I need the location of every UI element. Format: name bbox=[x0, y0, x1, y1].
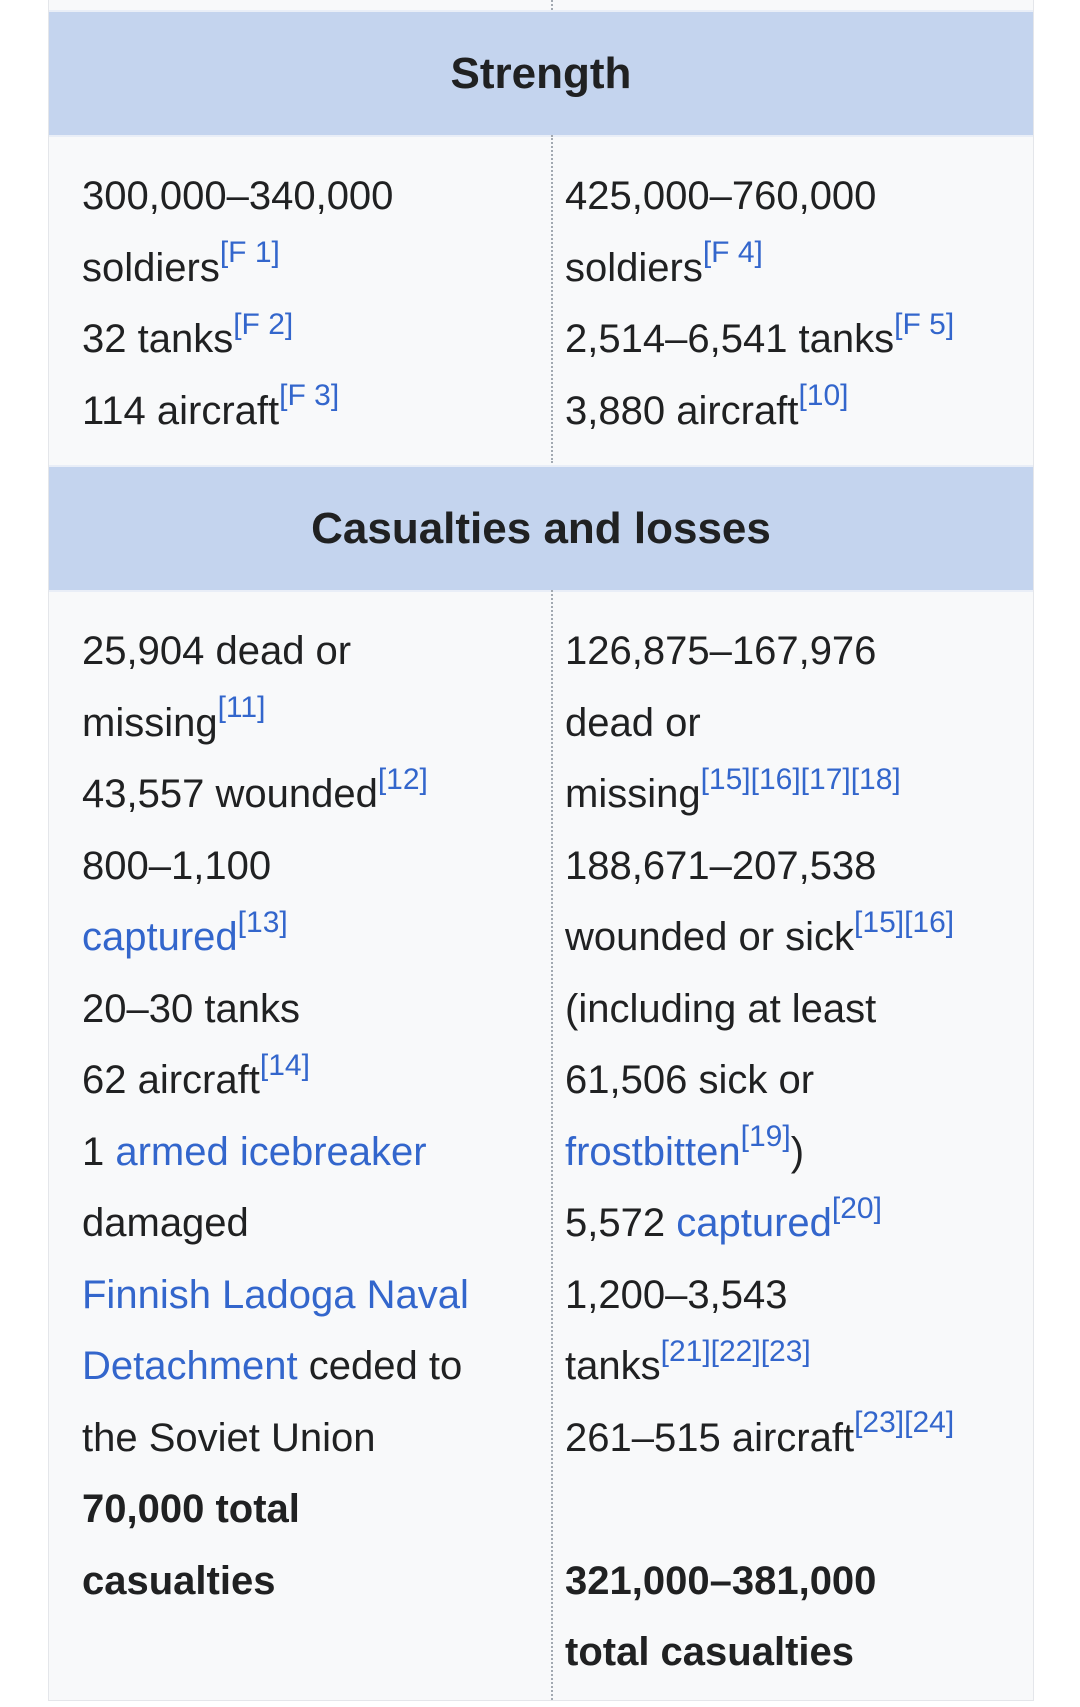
frostbitten-link[interactable]: frostbitten bbox=[565, 1129, 741, 1174]
casualty-line: 61,506 sick or bbox=[565, 1058, 815, 1102]
casualty-line: tanks[21][22][23] bbox=[565, 1334, 811, 1388]
reference-link[interactable]: [12] bbox=[377, 762, 428, 796]
casualty-line: 25,904 dead or bbox=[82, 629, 352, 673]
casualty-line: 43,557 wounded[12] bbox=[82, 762, 428, 816]
blank-line bbox=[565, 1474, 1015, 1546]
strength-right-line: 3,880 aircraft[10] bbox=[565, 379, 849, 433]
ladoga-detachment-link[interactable]: Finnish Ladoga Naval bbox=[82, 1272, 469, 1317]
casualty-line: 1 armed icebreaker bbox=[82, 1129, 427, 1174]
reference-link[interactable]: [15][16][17][18] bbox=[700, 762, 901, 796]
casualty-line: wounded or sick[15][16] bbox=[565, 905, 955, 959]
casualties-right-column bbox=[565, 616, 1015, 1689]
strength-right-line: 425,000–760,000 bbox=[565, 174, 877, 218]
column-divider bbox=[551, 0, 553, 10]
column-divider bbox=[551, 590, 553, 1700]
casualty-line: 62 aircraft[14] bbox=[82, 1048, 310, 1102]
reference-link[interactable]: [15][16] bbox=[854, 905, 955, 939]
infobox-top-strip bbox=[49, 0, 1033, 10]
casualty-line: dead or bbox=[565, 700, 701, 745]
reference-link[interactable]: [F 2] bbox=[233, 307, 294, 341]
armed-icebreaker-link[interactable]: armed icebreaker bbox=[115, 1129, 427, 1174]
casualty-line: Detachment ceded to bbox=[82, 1344, 463, 1388]
strength-left-column bbox=[82, 161, 532, 447]
column-divider bbox=[551, 135, 553, 463]
ladoga-detachment-link[interactable]: Detachment bbox=[82, 1344, 298, 1388]
reference-link[interactable]: [10] bbox=[798, 379, 849, 413]
casualty-line: 800–1,100 bbox=[82, 843, 272, 888]
casualty-line: (including at least bbox=[565, 986, 877, 1031]
total-casualties-line: 70,000 total bbox=[82, 1487, 300, 1531]
reference-link[interactable]: [14] bbox=[259, 1048, 310, 1082]
casualties-header: Casualties and losses bbox=[49, 465, 1033, 592]
reference-link[interactable]: [F 4] bbox=[702, 236, 763, 270]
reference-link[interactable]: [11] bbox=[217, 691, 266, 725]
casualty-line: missing[15][16][17][18] bbox=[565, 762, 901, 816]
reference-link[interactable]: [13] bbox=[237, 905, 288, 939]
reference-link[interactable]: [F 3] bbox=[279, 379, 340, 413]
strength-header: Strength bbox=[49, 10, 1033, 137]
infobox bbox=[48, 0, 1034, 1701]
reference-link[interactable]: [F 5] bbox=[894, 307, 955, 341]
captured-link[interactable]: captured bbox=[676, 1201, 832, 1245]
casualty-line: 126,875–167,976 bbox=[565, 629, 877, 673]
casualty-line: missing[11] bbox=[82, 691, 266, 745]
strength-left-line: soldiers[F 1] bbox=[82, 236, 280, 290]
casualty-line: the Soviet Union bbox=[82, 1415, 376, 1460]
casualty-line bbox=[82, 1260, 532, 1332]
strength-left-line: 300,000–340,000 bbox=[82, 174, 394, 218]
reference-link[interactable]: [20] bbox=[831, 1191, 882, 1225]
total-casualties-line: total casualties bbox=[565, 1630, 855, 1674]
casualties-section bbox=[49, 590, 1033, 1700]
strength-section bbox=[49, 135, 1033, 463]
reference-link[interactable]: [23][24] bbox=[854, 1406, 955, 1440]
captured-link[interactable]: captured bbox=[82, 915, 238, 959]
total-casualties-line: 321,000–381,000 bbox=[565, 1558, 877, 1603]
strength-right-line: 2,514–6,541 tanks[F 5] bbox=[565, 307, 955, 361]
reference-link[interactable]: [21][22][23] bbox=[660, 1334, 811, 1368]
casualty-line: 20–30 tanks bbox=[82, 986, 300, 1031]
strength-right-line: soldiers[F 4] bbox=[565, 236, 763, 290]
total-casualties-line: casualties bbox=[82, 1558, 276, 1603]
casualty-line: 188,671–207,538 bbox=[565, 843, 877, 888]
strength-right-column bbox=[565, 161, 1015, 447]
casualty-line: damaged bbox=[82, 1201, 249, 1245]
casualty-line: 261–515 aircraft[23][24] bbox=[565, 1406, 955, 1460]
casualty-line: 1,200–3,543 bbox=[565, 1272, 788, 1317]
casualties-left-column bbox=[82, 616, 532, 1617]
casualty-line: frostbitten[19]) bbox=[565, 1120, 805, 1174]
strength-left-line: 114 aircraft[F 3] bbox=[82, 379, 340, 433]
casualty-line: 5,572 captured[20] bbox=[565, 1191, 882, 1245]
strength-left-line: 32 tanks[F 2] bbox=[82, 307, 294, 361]
reference-link[interactable]: [F 1] bbox=[219, 236, 280, 270]
reference-link[interactable]: [19] bbox=[740, 1120, 791, 1154]
casualty-line bbox=[82, 902, 532, 974]
